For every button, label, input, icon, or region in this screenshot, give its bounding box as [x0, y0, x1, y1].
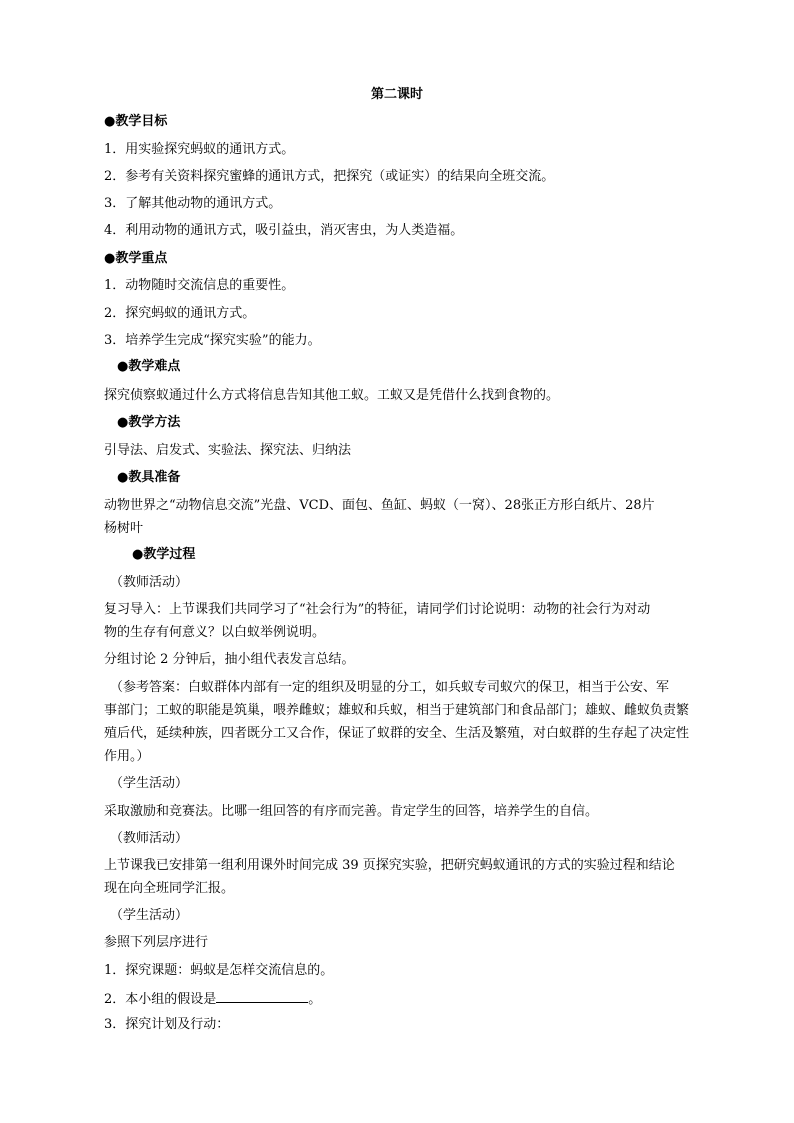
key-points-heading: ●教学重点 [104, 251, 168, 266]
key-point-item: 2．探究蚂蚁的通讯方式。 [104, 306, 256, 321]
materials-heading: ●教具准备 [117, 470, 181, 485]
key-point-item: 1．动物随时交流信息的重要性。 [104, 278, 295, 293]
answer-text-cont: 事部门；工蚁的职能是筑巢，喂养雌蚁；雄蚁和兵蚁，相当于建筑部门和食品部门；雄蚁、雌蚁负责繁 [104, 703, 690, 718]
key-point-item: 3．培养学生完成“探究实验”的能力。 [104, 333, 321, 348]
difficulty-text: 探究侦察蚁通过什么方式将信息告知其他工蚁。工蚁又是凭借什么找到食物的。 [104, 388, 560, 403]
teacher-activity-text: 上节课我已安排第一组利用课外时间完成 39 页探究实验，把研究蚂蚁通讯的方式的实验过程和结论 [104, 858, 675, 873]
step-item [104, 989, 714, 1009]
objectives-heading: ●教学目标 [104, 114, 168, 129]
objective-item: 3．了解其他动物的通讯方式。 [104, 196, 282, 211]
step-hypothesis-end: 。 [308, 992, 322, 1007]
answer-text: （参考答案：白蚁群体内部有一定的组织及明显的分工，如兵蚁专司蚁穴的保卫，相当于公安、军 [110, 680, 670, 695]
review-text-cont: 物的生存有何意义？以白蚁举例说明。 [104, 625, 326, 640]
process-heading: ●教学过程 [132, 547, 196, 562]
answer-text-cont: 作用。） [104, 749, 150, 764]
page-title: 第二课时 [370, 87, 423, 102]
step-hypothesis-label: 2．本小组的假设是 [104, 992, 217, 1007]
step-item: 3．探究计划及行动： [104, 1017, 230, 1032]
answer-text-cont: 殖后代，延续种族，四者既分工又合作，保证了蚁群的安全、生活及繁殖，对白蚁群的生存起了决定性 [104, 726, 690, 741]
step-item: 1．探究课题：蚂蚁是怎样交流信息的。 [104, 963, 334, 978]
student-activity-label: （学生活动） [110, 908, 189, 923]
teacher-activity-label: （教师活动） [110, 831, 189, 846]
fill-in-blank [216, 989, 308, 1003]
objective-item: 2．参考有关资料探究蜜蜂的通讯方式，把探究（或证实）的结果向全班交流。 [104, 169, 555, 184]
teacher-activity-text-cont: 现在向全班同学汇报。 [104, 881, 235, 896]
review-text: 复习导入：上节课我们共同学习了“社会行为”的特征，请同学们讨论说明：动物的社会行为对动 [104, 602, 651, 617]
objective-item: 4．利用动物的通讯方式，吸引益虫，消灭害虫，为人类造福。 [104, 223, 464, 238]
materials-text-cont: 杨树叶 [104, 521, 144, 536]
difficulty-heading: ●教学难点 [117, 359, 181, 374]
teacher-activity-label: （教师活动） [110, 575, 189, 590]
methods-text: 引导法、启发式、实验法、探究法、归纳法 [104, 443, 352, 458]
student-activity-label: （学生活动） [110, 776, 189, 791]
objective-item: 1．用实验探究蚂蚁的通讯方式。 [104, 142, 295, 157]
materials-text: 动物世界之“动物信息交流”光盘、VCD、面包、鱼缸、蚂蚁（一窝）、28张正方形白纸片、28片 [104, 498, 655, 513]
discussion-text: 分组讨论 2 分钟后，抽小组代表发言总结。 [104, 652, 355, 667]
student-activity-text: 采取激励和竞赛法。比哪一组回答的有序而完善。肯定学生的回答，培养学生的自信。 [104, 804, 599, 819]
follow-order-text: 参照下列层序进行 [104, 935, 209, 950]
methods-heading: ●教学方法 [117, 415, 181, 430]
